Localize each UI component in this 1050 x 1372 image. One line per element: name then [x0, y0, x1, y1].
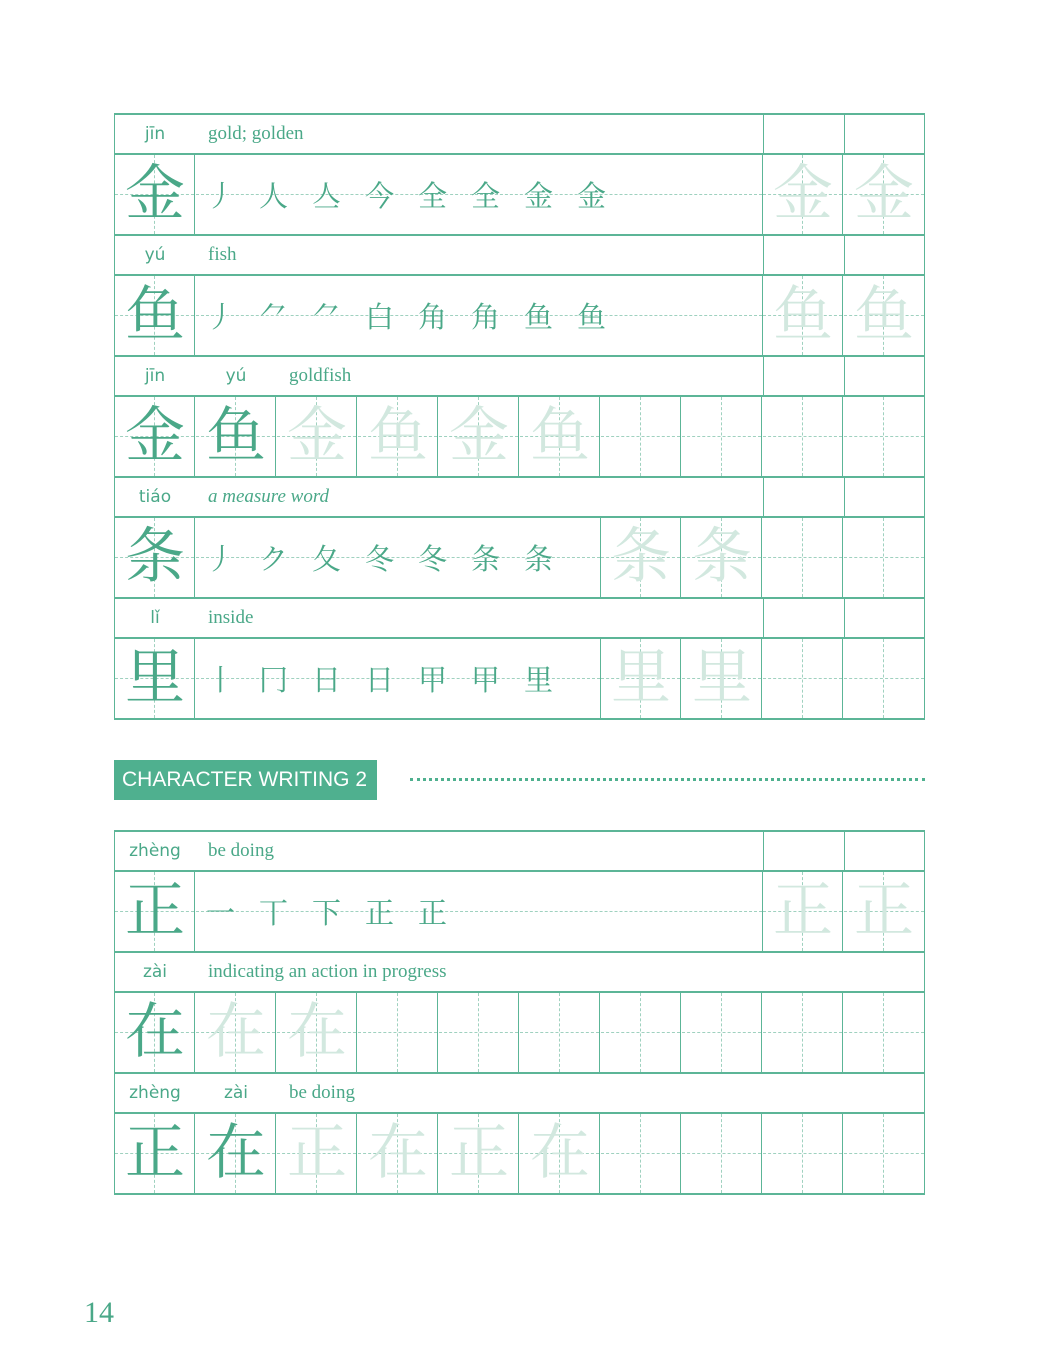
trace-cell[interactable] — [196, 993, 276, 1072]
stroke-step: 丿 — [206, 542, 236, 576]
empty-practice-cell[interactable] — [601, 397, 681, 476]
model-character: 金 — [125, 159, 185, 229]
stroke-order — [196, 276, 763, 355]
practice-block-2 — [114, 830, 925, 1195]
stroke-step: 丿 — [206, 300, 236, 334]
annotation-row-jinyu — [114, 357, 925, 397]
model-character: 里 — [125, 643, 185, 713]
trace-cell[interactable] — [520, 1114, 600, 1193]
trace-cell[interactable] — [358, 1114, 438, 1193]
trace-cell[interactable] — [439, 1114, 519, 1193]
model-character-cell — [115, 155, 195, 234]
trace-cell[interactable] — [682, 518, 762, 597]
trace-character: 在 — [530, 1118, 590, 1188]
gloss: inside — [208, 607, 254, 628]
trace-character: 金 — [854, 159, 914, 229]
trace-character: 在 — [368, 1118, 428, 1188]
stroke-step: 正 — [365, 896, 395, 930]
trace-cell[interactable] — [601, 639, 681, 718]
stroke-step: 丨 — [206, 663, 236, 697]
trace-cell[interactable] — [277, 397, 357, 476]
practice-block-1 — [114, 113, 925, 720]
empty-practice-cell[interactable] — [520, 993, 600, 1072]
trace-character: 金 — [287, 401, 347, 471]
stroke-step: 冂 — [259, 663, 289, 697]
trace-cell[interactable] — [439, 397, 519, 476]
empty-practice-cell[interactable] — [763, 1114, 843, 1193]
page-number: 14 — [84, 1296, 114, 1329]
model-character-cell — [115, 993, 195, 1072]
gloss: indicating an action in progress — [208, 961, 447, 982]
stroke-step: 全 — [471, 179, 501, 213]
stroke-step: ⺈ — [312, 300, 342, 334]
empty-practice-cell[interactable] — [439, 993, 519, 1072]
pinyin: jīn — [144, 124, 166, 144]
annotation-row-jin — [114, 115, 925, 155]
trace-character: 鱼 — [773, 280, 833, 350]
trace-cell[interactable] — [277, 993, 357, 1072]
empty-practice-cell[interactable] — [844, 1114, 924, 1193]
stroke-step: 正 — [418, 896, 448, 930]
stroke-order — [196, 518, 601, 597]
model-character: 金 — [125, 401, 185, 471]
empty-practice-cell[interactable] — [844, 518, 924, 597]
writing-row-li — [114, 639, 925, 720]
trace-character: 正 — [287, 1118, 347, 1188]
stroke-step: 人 — [259, 179, 289, 213]
trace-character: 在 — [206, 997, 266, 1067]
section-divider — [410, 778, 925, 781]
stroke-step: 甲 — [471, 663, 501, 697]
empty-practice-cell[interactable] — [682, 1114, 762, 1193]
trace-cell[interactable] — [358, 397, 438, 476]
trace-character: 鱼 — [854, 280, 914, 350]
stroke-step: 下 — [312, 896, 342, 930]
stroke-step: 里 — [524, 663, 554, 697]
gloss: be doing — [289, 1082, 355, 1103]
annotation-row-tiao — [114, 478, 925, 518]
trace-cell[interactable] — [763, 872, 843, 951]
model-character-cell — [115, 397, 195, 476]
stroke-step: 今 — [365, 179, 395, 213]
trace-character: 条 — [692, 522, 752, 592]
model-character: 在 — [206, 1118, 266, 1188]
gloss: fish — [208, 244, 237, 265]
stroke-step: 日 — [312, 663, 342, 697]
model-character-cell — [115, 518, 195, 597]
trace-cell[interactable] — [277, 1114, 357, 1193]
pinyin: yú — [144, 245, 166, 265]
empty-practice-cell[interactable] — [682, 397, 762, 476]
stroke-step: 丿 — [206, 179, 236, 213]
trace-cell[interactable] — [520, 397, 600, 476]
annotation-row-li — [114, 599, 925, 639]
empty-practice-cell[interactable] — [601, 993, 681, 1072]
stroke-step: 鱼 — [577, 300, 607, 334]
writing-row-jin — [114, 155, 925, 236]
trace-character: 鱼 — [368, 401, 428, 471]
annotation-row-zhengzai — [114, 1074, 925, 1114]
trace-cell[interactable] — [763, 155, 843, 234]
trace-cell[interactable] — [844, 276, 924, 355]
section-title: CHARACTER WRITING 2 — [114, 760, 377, 800]
stroke-step: 丅 — [259, 896, 289, 930]
writing-row-zhengzai — [114, 1114, 925, 1195]
stroke-step: 角 — [471, 300, 501, 334]
model-character: 在 — [125, 997, 185, 1067]
model-character-cell — [115, 1114, 195, 1193]
pinyin: lǐ — [150, 608, 160, 628]
model-character: 条 — [125, 522, 185, 592]
writing-row-zai — [114, 993, 925, 1074]
model-character: 鱼 — [206, 401, 266, 471]
model-character-cell — [115, 639, 195, 718]
stroke-step: 白 — [365, 300, 395, 334]
model-character-cell — [196, 1114, 276, 1193]
trace-cell[interactable] — [682, 639, 762, 718]
stroke-step: 冬 — [365, 542, 395, 576]
stroke-step: 日 — [365, 663, 395, 697]
stroke-order — [196, 639, 601, 718]
empty-practice-cell[interactable] — [601, 1114, 681, 1193]
stroke-step: ⺈ — [259, 300, 289, 334]
stroke-step: 条 — [524, 542, 554, 576]
trace-cell[interactable] — [763, 276, 843, 355]
gloss: a measure word — [208, 486, 330, 507]
empty-practice-cell[interactable] — [844, 639, 924, 718]
model-character: 正 — [125, 876, 185, 946]
empty-practice-cell[interactable] — [682, 993, 762, 1072]
pinyin: zài — [142, 962, 168, 982]
trace-character: 里 — [611, 643, 671, 713]
trace-character: 鱼 — [530, 401, 590, 471]
writing-row-tiao — [114, 518, 925, 599]
trace-character: 在 — [287, 997, 347, 1067]
annotation-row-zheng — [114, 832, 925, 872]
pinyin: zhèng — [129, 1083, 181, 1103]
trace-character: 正 — [449, 1118, 509, 1188]
stroke-step: ク — [259, 542, 289, 576]
empty-practice-cell[interactable] — [844, 993, 924, 1072]
trace-character: 里 — [692, 643, 752, 713]
annotation-row-yu — [114, 236, 925, 276]
stroke-step: 金 — [577, 179, 607, 213]
stroke-order — [196, 155, 763, 234]
stroke-step: 金 — [524, 179, 554, 213]
empty-practice-cell[interactable] — [763, 639, 843, 718]
stroke-step: 冬 — [418, 542, 448, 576]
stroke-step: 夂 — [312, 542, 342, 576]
gloss: goldfish — [289, 365, 352, 386]
stroke-step: 角 — [418, 300, 448, 334]
pinyin: zhèng — [129, 841, 181, 861]
gloss: gold; golden — [208, 123, 304, 144]
pinyin: yú — [225, 366, 247, 386]
writing-row-zheng — [114, 872, 925, 953]
pinyin: tiáo — [138, 487, 172, 507]
stroke-order — [196, 872, 763, 951]
pinyin: zài — [223, 1083, 249, 1103]
empty-practice-cell[interactable] — [763, 518, 843, 597]
empty-practice-cell[interactable] — [358, 993, 438, 1072]
stroke-step: 亼 — [312, 179, 342, 213]
model-character-cell — [115, 276, 195, 355]
model-character-cell — [115, 872, 195, 951]
model-character: 正 — [125, 1118, 185, 1188]
model-character: 鱼 — [125, 280, 185, 350]
pinyin: jīn — [144, 366, 166, 386]
model-character-cell — [196, 397, 276, 476]
trace-character: 正 — [854, 876, 914, 946]
stroke-step: 鱼 — [524, 300, 554, 334]
gloss: be doing — [208, 840, 274, 861]
trace-cell[interactable] — [844, 872, 924, 951]
trace-character: 条 — [611, 522, 671, 592]
stroke-step: 条 — [471, 542, 501, 576]
stroke-step: 一 — [206, 896, 236, 930]
trace-cell[interactable] — [601, 518, 681, 597]
trace-cell[interactable] — [844, 155, 924, 234]
trace-character: 金 — [773, 159, 833, 229]
empty-practice-cell[interactable] — [844, 397, 924, 476]
writing-row-jinyu — [114, 397, 925, 478]
empty-practice-cell[interactable] — [763, 397, 843, 476]
stroke-step: 甲 — [418, 663, 448, 697]
stroke-step: 全 — [418, 179, 448, 213]
writing-row-yu — [114, 276, 925, 357]
trace-character: 金 — [449, 401, 509, 471]
annotation-row-zai — [114, 953, 925, 993]
empty-practice-cell[interactable] — [763, 993, 843, 1072]
trace-character: 正 — [773, 876, 833, 946]
